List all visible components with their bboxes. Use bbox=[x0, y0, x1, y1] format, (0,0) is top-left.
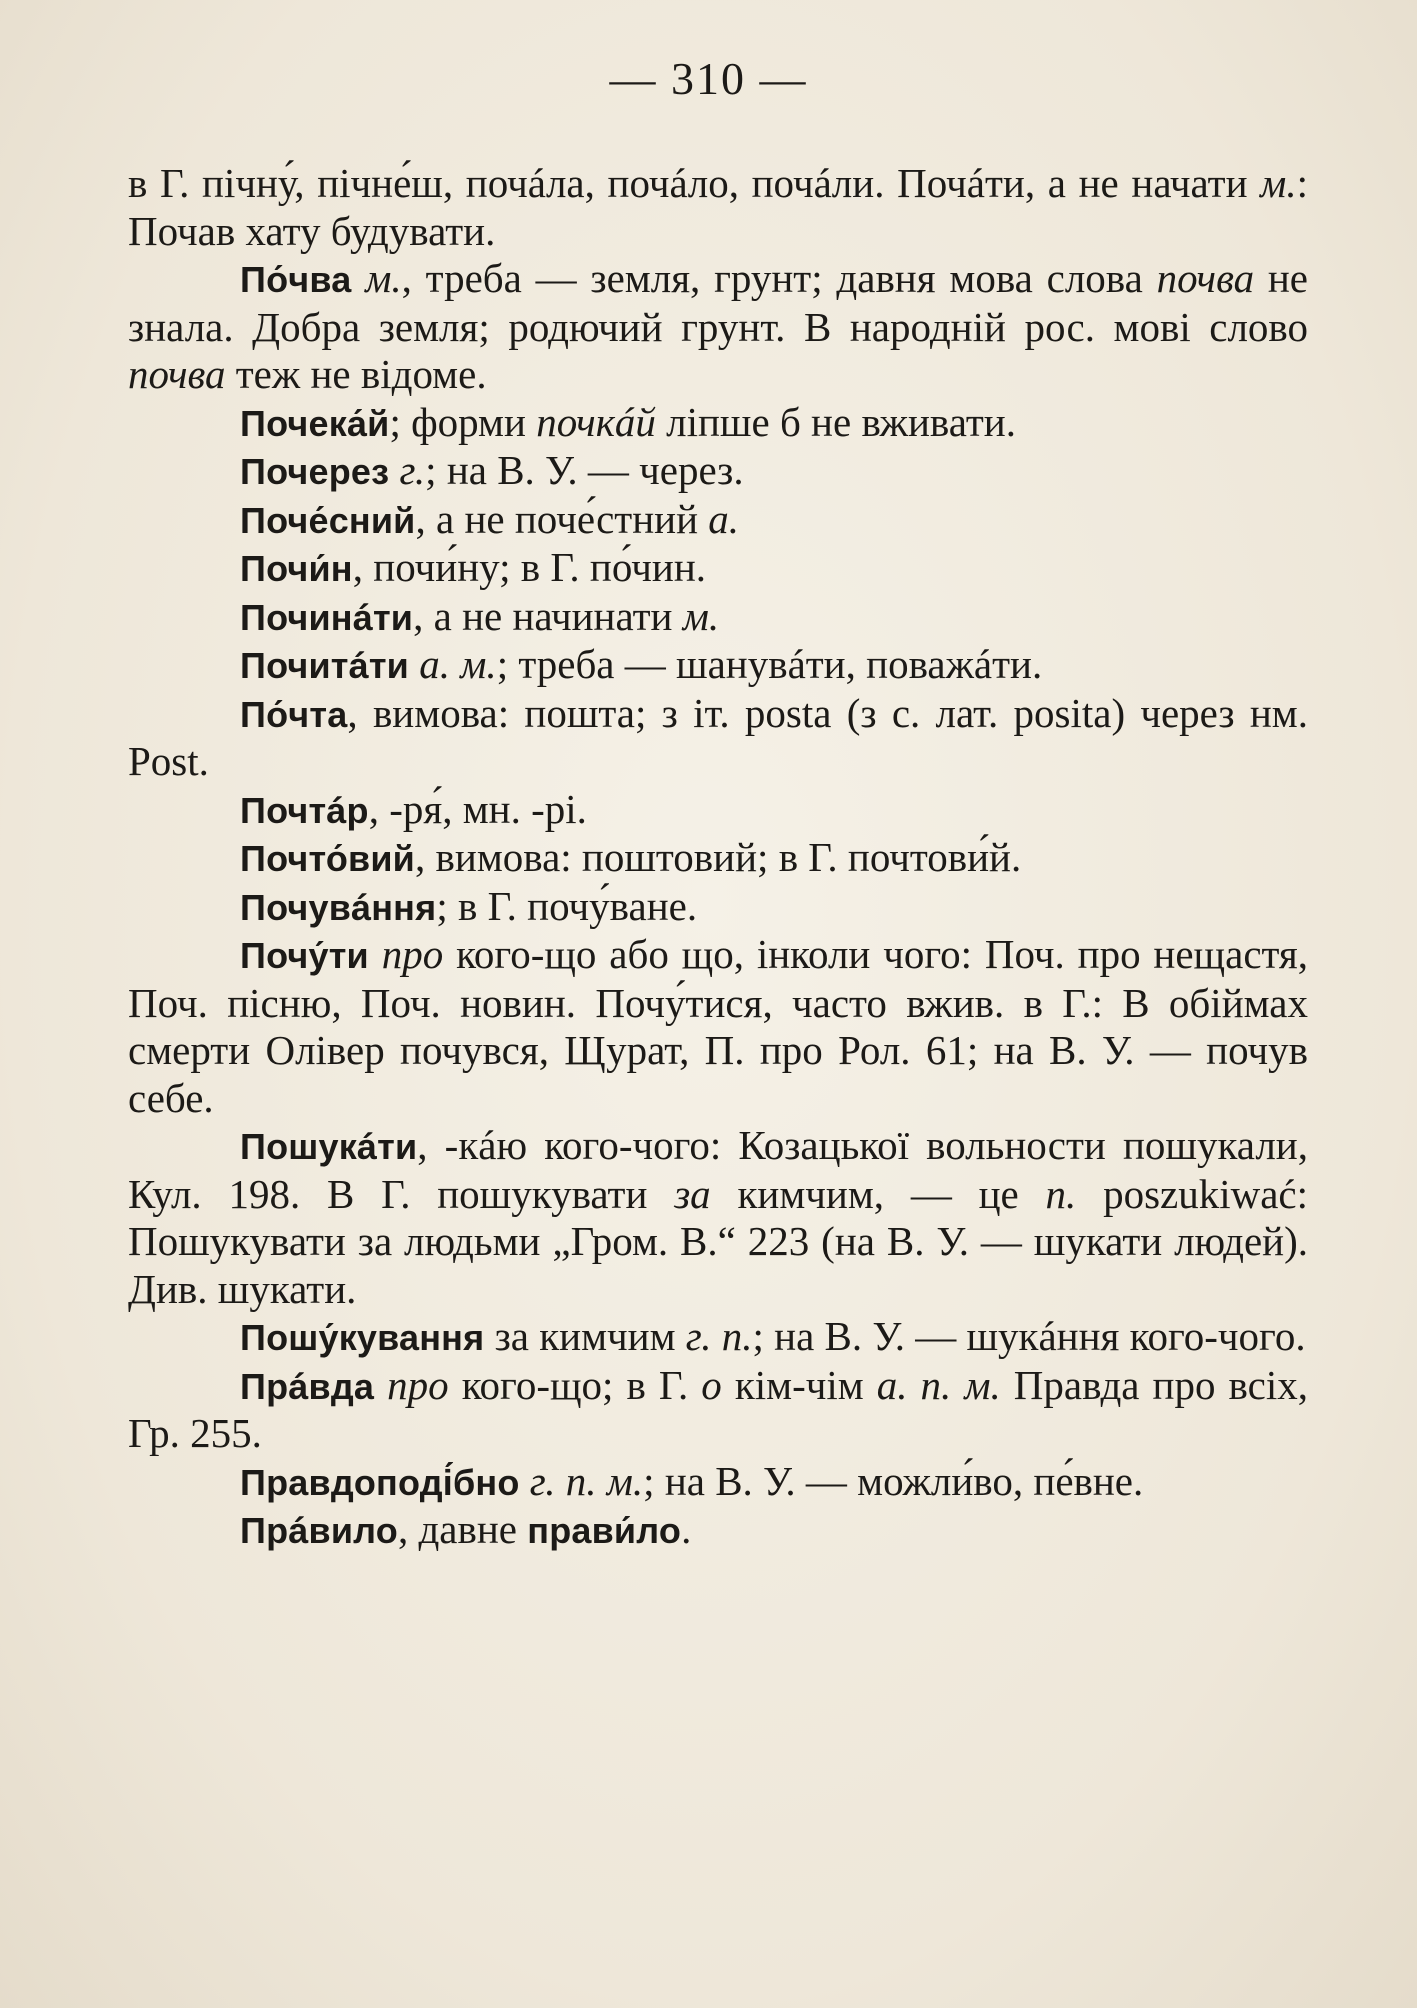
entry-text: : Почав хату будувати. bbox=[128, 160, 1308, 254]
dictionary-entry bbox=[128, 544, 1308, 593]
headword: Почтáр bbox=[240, 789, 369, 831]
headword: Почи́н bbox=[240, 548, 353, 589]
italic-abbrev: о bbox=[701, 1361, 722, 1408]
headword: Пошу́кування bbox=[240, 1317, 485, 1358]
italic-abbrev: м. bbox=[365, 255, 402, 301]
dictionary-entries bbox=[128, 160, 1308, 1555]
entry-text: кимчим, — це bbox=[710, 1170, 1046, 1217]
headword: Пошукáти bbox=[240, 1126, 418, 1167]
entry-text: ; форми bbox=[389, 398, 537, 445]
entry-text: кого-що; в Г. bbox=[448, 1361, 702, 1408]
italic-abbrev: м. bbox=[682, 592, 720, 639]
dictionary-entry bbox=[128, 1362, 1308, 1458]
entry-text bbox=[374, 1362, 387, 1408]
dictionary-entry bbox=[128, 496, 1308, 545]
page-number: — 310 — bbox=[609, 53, 808, 104]
italic-abbrev: почва bbox=[128, 351, 226, 397]
entry-continuation bbox=[128, 160, 1308, 255]
italic-abbrev: про bbox=[381, 931, 444, 977]
italic-abbrev: за bbox=[674, 1170, 711, 1217]
entry-text bbox=[520, 1458, 530, 1504]
entry-text: , -кáю кого-чого: Козацької вольности пошукали, Кул. 198. В Г. пошукувати bbox=[128, 1122, 1308, 1217]
headword: Починáти bbox=[240, 596, 414, 638]
headword: Почто́вий bbox=[240, 838, 416, 879]
dictionary-entry bbox=[128, 883, 1308, 932]
dictionary-entry bbox=[128, 1313, 1308, 1362]
italic-abbrev: почкáй bbox=[536, 398, 656, 445]
entry-text: , -ря́, мн. -рі. bbox=[368, 785, 587, 832]
entry-text bbox=[409, 641, 419, 687]
entry-text: Правда про всіх, Гр. 255. bbox=[128, 1361, 1308, 1456]
italic-abbrev: п. bbox=[1045, 1170, 1077, 1217]
dictionary-entry bbox=[128, 690, 1308, 786]
entry-text: , а не поче́стний bbox=[415, 495, 709, 542]
italic-abbrev: про bbox=[387, 1361, 449, 1408]
headword: прави́ло bbox=[527, 1510, 682, 1551]
entry-text: в Г. пічну́, пічне́ш, почáла, почáло, почáли. Почáти, а не начати bbox=[128, 160, 1261, 206]
dictionary-entry bbox=[128, 834, 1308, 883]
italic-abbrev: м. bbox=[1260, 160, 1297, 206]
entry-text: , а не начинати bbox=[413, 592, 683, 639]
entry-text: , почи́ну; в Г. по́чин. bbox=[352, 544, 707, 590]
headword: Почу́ти bbox=[240, 935, 369, 976]
dictionary-entry bbox=[128, 399, 1308, 448]
dictionary-entry bbox=[128, 447, 1308, 496]
entry-text: за кимчим bbox=[484, 1313, 686, 1359]
italic-abbrev: а. bbox=[708, 495, 740, 542]
italic-abbrev: почва bbox=[1156, 255, 1255, 301]
dictionary-entry bbox=[128, 255, 1308, 399]
headword: Прáвда bbox=[240, 1365, 375, 1407]
entry-text: ; на В. У. — через. bbox=[425, 447, 744, 493]
entry-text: , вимова: поштовий; в Г. почтови́й. bbox=[415, 834, 1022, 880]
headword: Почувáння bbox=[240, 886, 437, 928]
italic-abbrev: г. п. м. bbox=[529, 1457, 644, 1504]
dictionary-entry bbox=[128, 1458, 1308, 1507]
headword: Поче́сний bbox=[240, 499, 416, 541]
headword: Правдоподі́бно bbox=[240, 1461, 520, 1503]
entry-text bbox=[369, 931, 382, 977]
headword: Прáвило bbox=[240, 1510, 398, 1551]
entry-text: ; на В. У. — можли́во, пе́вне. bbox=[643, 1457, 1144, 1504]
entry-text bbox=[351, 255, 365, 301]
entry-text: кім-чім bbox=[721, 1361, 877, 1408]
entry-text: . bbox=[681, 1506, 692, 1552]
entry-text: poszukiwać: Пошукувати за людьми „Гром. В.“ 223 (на В. У. — шукати людей). Див. шукати. bbox=[128, 1170, 1309, 1312]
dictionary-entry bbox=[128, 641, 1308, 690]
entry-text: не знала. Добра земля; родючий грунт. В народній рос. мові слово bbox=[128, 255, 1309, 350]
headword: Почека́й bbox=[240, 402, 390, 444]
italic-abbrev: а. м. bbox=[419, 641, 497, 687]
headword: Почитáти bbox=[240, 645, 410, 686]
headword: По́чта bbox=[240, 693, 348, 735]
entry-text: , давне bbox=[397, 1506, 528, 1552]
entry-text: ; треба — шанувáти, поважáти. bbox=[496, 641, 1043, 687]
entry-text: теж не відоме. bbox=[225, 351, 487, 397]
italic-abbrev: г. bbox=[399, 447, 426, 493]
headword: По́чва bbox=[240, 259, 352, 300]
entry-text: , треба — земля, грунт; давня мова слова bbox=[401, 255, 1157, 301]
entry-text bbox=[389, 447, 399, 493]
entry-text: ; в Г. почу́ване. bbox=[436, 882, 698, 929]
dictionary-entry bbox=[128, 1506, 1308, 1555]
dictionary-entry bbox=[128, 786, 1308, 835]
entry-text: , вимова: пошта; з іт. posta (з с. лат. posita) через нм. Post. bbox=[128, 689, 1308, 784]
italic-abbrev: а. п. м. bbox=[876, 1361, 1001, 1408]
dictionary-entry bbox=[128, 931, 1308, 1122]
dictionary-entry bbox=[128, 593, 1308, 642]
dictionary-entry bbox=[128, 1122, 1308, 1313]
headword: Почерез bbox=[240, 451, 390, 492]
entry-text: ; на В. У. — шукáння кого-чого. bbox=[752, 1313, 1306, 1359]
entry-text: ліпше б не вживати. bbox=[655, 398, 1016, 445]
italic-abbrev: г. п. bbox=[685, 1313, 753, 1359]
entry-text: кого-що або що, інколи чого: Поч. про нещастя, Поч. пісню, Поч. новин. Почу́тися, часто вжив. в Г.: В обіймах смерти Олівер почувся, Щурат, П. про Рол. 61; на В. У. — почув себе. bbox=[128, 931, 1309, 1121]
